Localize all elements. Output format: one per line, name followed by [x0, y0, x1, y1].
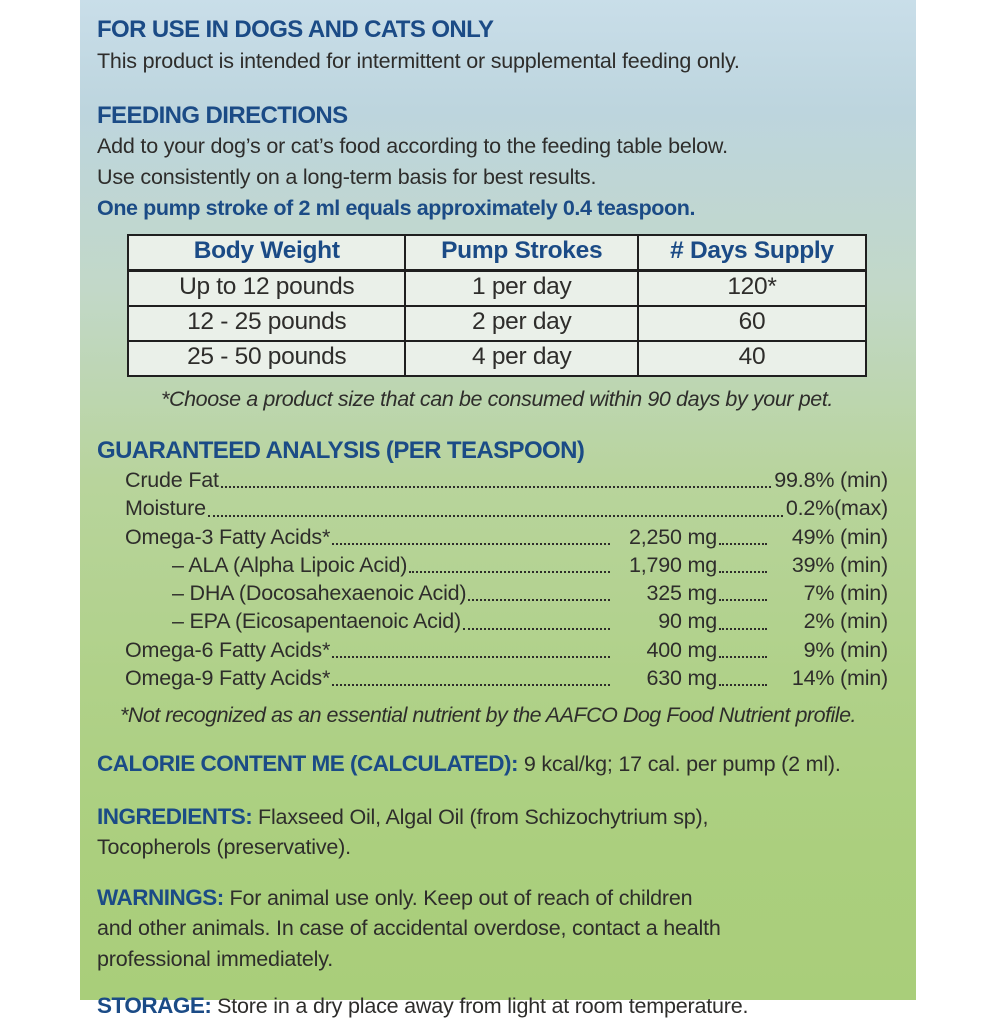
section-calorie-content: [97, 749, 888, 780]
nutrient-percent: 49% (min): [791, 524, 888, 549]
nutrient-mg: 400 mg: [646, 637, 717, 662]
nutrient-percent: 0.2%(max): [785, 496, 888, 521]
table-row: [128, 306, 866, 341]
section-storage: [97, 991, 888, 1022]
nutrient-name: – EPA (Eicosapentaenoic Acid): [172, 609, 462, 634]
intended-use-text: This product is intended for intermittent or supplemental feeding only.: [97, 49, 740, 73]
calorie-content-label: CALORIE CONTENT ME (CALCULATED):: [97, 751, 519, 777]
nutrient-percent: 39% (min): [791, 552, 888, 577]
nutrient-name: Moisture: [125, 496, 206, 521]
warnings-line1: For animal use only. Keep out of reach of children: [229, 885, 693, 910]
ingredients-line2: Tocopherols (preservative).: [97, 835, 351, 860]
cell-days: 120*: [638, 271, 866, 307]
dot-leader: [719, 571, 767, 573]
cell-weight: 12 - 25 pounds: [128, 306, 405, 341]
nutrient-name: Omega-9 Fatty Acids*: [125, 666, 331, 691]
cell-strokes: 1 per day: [405, 271, 637, 307]
dot-leader: [332, 656, 610, 658]
nutrient-name: Omega-3 Fatty Acids*: [125, 524, 331, 549]
analysis-row-ala: [125, 551, 888, 579]
dot-leader: [719, 656, 767, 658]
dot-leader: [719, 543, 767, 545]
col-header-pump-strokes: Pump Strokes: [405, 235, 637, 271]
nutrient-percent: 7% (min): [803, 581, 888, 606]
nutrient-mg: 90 mg: [658, 609, 717, 634]
nutrient-percent: 9% (min): [803, 637, 888, 662]
table-footnote: *Choose a product size that can be consumed within 90 days by your pet.: [161, 387, 833, 411]
feeding-table-header-row: [128, 235, 866, 271]
cell-weight: Up to 12 pounds: [128, 271, 405, 307]
cell-days: 60: [638, 306, 866, 341]
analysis-row-omega6: [125, 636, 888, 664]
nutrient-mg: 2,250 mg: [628, 524, 717, 549]
nutrient-name: Omega-6 Fatty Acids*: [125, 637, 331, 662]
table-row: [128, 341, 866, 376]
section-intended-use: [97, 15, 888, 77]
nutrient-percent: 14% (min): [791, 666, 888, 691]
cell-days: 40: [638, 341, 866, 376]
nutrient-percent: 2% (min): [803, 609, 888, 634]
section-warnings: [97, 883, 888, 975]
storage-text: Store in a dry place away from light at room temperature.: [217, 994, 749, 1019]
nutrient-percent: 99.8% (min): [774, 468, 888, 492]
intended-use-heading: FOR USE IN DOGS AND CATS ONLY: [97, 16, 494, 43]
dot-leader: [468, 599, 610, 601]
ingredients-label: INGREDIENTS:: [97, 803, 253, 829]
feeding-directions-heading: FEEDING DIRECTIONS: [97, 102, 348, 129]
dot-leader: [208, 515, 783, 517]
feeding-table: [127, 234, 867, 377]
dot-leader: [719, 599, 767, 601]
warnings-line2: and other animals. In case of accidental overdose, contact a health: [97, 916, 721, 941]
warnings-line3: professional immediately.: [97, 946, 333, 971]
col-header-body-weight: Body Weight: [128, 235, 405, 271]
analysis-row-epa: [125, 607, 888, 635]
dot-leader: [409, 571, 610, 573]
analysis-row-dha: [125, 579, 888, 607]
col-header-days-supply: # Days Supply: [638, 235, 866, 271]
storage-label: STORAGE:: [97, 993, 212, 1019]
analysis-footnote: *Not recognized as an essential nutrient by the AAFCO Dog Food Nutrient profile.: [120, 703, 856, 728]
nutrient-name: – ALA (Alpha Lipoic Acid): [172, 552, 408, 577]
cell-strokes: 4 per day: [405, 341, 637, 376]
analysis-row-crude-fat: [125, 466, 888, 494]
dot-leader: [221, 486, 772, 488]
feeding-directions-line2: Use consistently on a long-term basis for best results.: [97, 165, 597, 189]
dot-leader: [719, 628, 767, 630]
supplement-label-panel: [80, 0, 916, 1019]
pump-stroke-note: One pump stroke of 2 ml equals approximately 0.4 teaspoon.: [97, 196, 696, 220]
nutrient-mg: 325 mg: [646, 581, 717, 606]
section-feeding-directions: [97, 101, 888, 224]
guaranteed-analysis-rows: [125, 466, 888, 692]
section-guaranteed-analysis: [97, 436, 888, 730]
cell-weight: 25 - 50 pounds: [128, 341, 405, 376]
nutrient-mg: 1,790 mg: [628, 552, 717, 577]
warnings-label: WARNINGS:: [97, 884, 224, 910]
feeding-directions-line1: Add to your dog’s or cat’s food according to the feeding table below.: [97, 134, 728, 158]
analysis-row-omega3: [125, 523, 888, 551]
dot-leader: [332, 684, 610, 686]
dot-leader: [332, 543, 610, 545]
dot-leader: [463, 628, 610, 630]
nutrient-name: – DHA (Docosahexaenoic Acid): [172, 581, 467, 606]
dot-leader: [719, 684, 767, 686]
nutrient-name: Crude Fat: [125, 468, 219, 492]
ingredients-line1: Flaxseed Oil, Algal Oil (from Schizochytrium sp),: [258, 804, 709, 829]
analysis-row-omega9: [125, 664, 888, 692]
table-row: [128, 271, 866, 307]
analysis-row-moisture: [125, 494, 888, 522]
nutrient-mg: 630 mg: [646, 666, 717, 691]
guaranteed-analysis-heading: GUARANTEED ANALYSIS (PER TEASPOON): [97, 437, 585, 464]
calorie-content-value: 9 kcal/kg; 17 cal. per pump (2 ml).: [523, 752, 841, 777]
cell-strokes: 2 per day: [405, 306, 637, 341]
section-ingredients: [97, 802, 888, 863]
